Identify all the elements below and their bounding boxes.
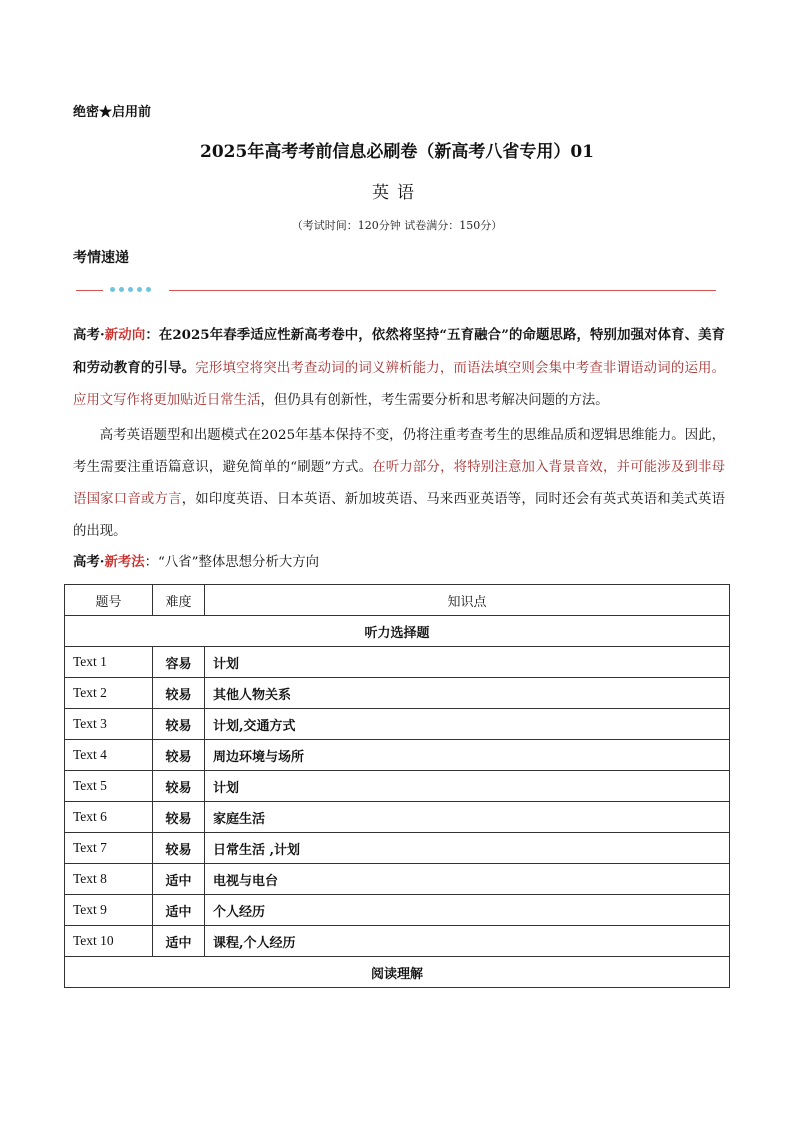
table-section-row — [65, 957, 730, 988]
label-highlight: 新考法 — [104, 554, 145, 570]
cell-question-number: Text 2 — [65, 678, 153, 709]
cell-knowledge-point: 其他人物关系 — [205, 678, 730, 709]
cell-difficulty: 适中 — [153, 895, 205, 926]
paragraph1-bold-text: ：在2025年春季适应性新高考卷中，依然将坚持“五育融合”的命题思路，特别加强对体育、美育和劳动教育的引导。 — [73, 327, 726, 376]
paragraph1-normal-text: ，但仍具有创新性，考生需要分析和思考解决问题的方法。 — [260, 393, 609, 408]
cell-knowledge-point: 周边环境与场所 — [205, 740, 730, 771]
header-question-number: 题号 — [65, 585, 153, 616]
cell-difficulty: 较易 — [153, 802, 205, 833]
table-row — [65, 895, 730, 926]
cell-difficulty: 适中 — [153, 926, 205, 957]
page-title: 2025年高考考前信息必刷卷（新高考八省专用）01 — [200, 142, 594, 162]
table-row — [65, 740, 730, 771]
table-row — [65, 771, 730, 802]
cell-difficulty: 容易 — [153, 647, 205, 678]
table-row — [65, 709, 730, 740]
new-method-text: ：“八省”整体思想分析大方向 — [144, 555, 320, 570]
dot-icon — [110, 287, 115, 292]
table-section-row — [65, 616, 730, 647]
dot-icon — [119, 287, 124, 292]
paragraph2-red-text: 在听力部分，将特别注意加入背景音效，并可能涉及到非母语国家口音或方言 — [73, 460, 725, 507]
table-row — [65, 678, 730, 709]
cell-knowledge-point: 课程,个人经历 — [205, 926, 730, 957]
table-row — [65, 647, 730, 678]
cell-difficulty: 较易 — [153, 833, 205, 864]
cell-question-number: Text 1 — [65, 647, 153, 678]
divider-line-right — [169, 290, 716, 291]
paragraph2-normal-text-2: ，如印度英语、日本英语、新加坡英语、马来西亚英语等，同时还会有英式英语和美式英语的出现。 — [73, 492, 726, 539]
cell-difficulty: 较易 — [153, 678, 205, 709]
section-listening: 听力选择题 — [65, 616, 730, 647]
divider-line-left — [76, 290, 103, 291]
dot-icon — [137, 287, 142, 292]
paragraph1-red-text: 完形填空将突出考查动词的词义辨析能力，而语法填空则会集中考查非谓语动词的运用。应用文写作将更加贴近日常生活 — [73, 361, 726, 408]
label-highlight: 新动向 — [104, 327, 146, 343]
cell-question-number: Text 7 — [65, 833, 153, 864]
knowledge-point-table — [64, 584, 730, 988]
cell-question-number: Text 3 — [65, 709, 153, 740]
cell-difficulty: 较易 — [153, 771, 205, 802]
paragraph-exam-pattern — [73, 420, 725, 548]
cell-knowledge-point: 计划 — [205, 771, 730, 802]
table-row — [65, 833, 730, 864]
cell-difficulty: 较易 — [153, 740, 205, 771]
label-prefix: 高考· — [73, 554, 105, 570]
new-method-line — [73, 551, 319, 570]
subject-title: 英语 — [372, 183, 422, 203]
cell-question-number: Text 8 — [65, 864, 153, 895]
cell-question-number: Text 5 — [65, 771, 153, 802]
cell-knowledge-point: 个人经历 — [205, 895, 730, 926]
paragraph2-normal-text-1: 高考英语题型和出题模式在2025年基本保持不变，仍将注重考查考生的思维品质和逻辑思维能力。因此，考生需要注重语篇意识，避免简单的“刷题”方式。 — [73, 428, 725, 475]
section-reading: 阅读理解 — [65, 957, 730, 988]
table-row — [65, 864, 730, 895]
dot-icon — [146, 287, 151, 292]
exam-info: （考试时间：120分钟 试卷满分：150分） — [291, 219, 503, 232]
cell-question-number: Text 9 — [65, 895, 153, 926]
cell-difficulty: 较易 — [153, 709, 205, 740]
header-knowledge-point: 知识点 — [205, 585, 730, 616]
cell-knowledge-point: 计划 — [205, 647, 730, 678]
header-difficulty: 难度 — [153, 585, 205, 616]
table-header-row — [65, 585, 730, 616]
cell-question-number: Text 4 — [65, 740, 153, 771]
cell-question-number: Text 10 — [65, 926, 153, 957]
cell-knowledge-point: 家庭生活 — [205, 802, 730, 833]
table-row — [65, 802, 730, 833]
label-prefix: 高考· — [73, 327, 105, 343]
cell-knowledge-point: 计划,交通方式 — [205, 709, 730, 740]
dot-icon — [128, 287, 133, 292]
section-heading: 考情速递 — [73, 250, 129, 266]
cell-difficulty: 适中 — [153, 864, 205, 895]
confidential-label: 绝密★启用前 — [73, 105, 152, 120]
cell-knowledge-point: 电视与电台 — [205, 864, 730, 895]
divider-dots — [110, 287, 155, 295]
cell-knowledge-point: 日常生活 ,计划 — [205, 833, 730, 864]
cell-question-number: Text 6 — [65, 802, 153, 833]
decorative-divider — [76, 284, 716, 298]
table-row — [65, 926, 730, 957]
paragraph-new-trend — [73, 319, 725, 417]
